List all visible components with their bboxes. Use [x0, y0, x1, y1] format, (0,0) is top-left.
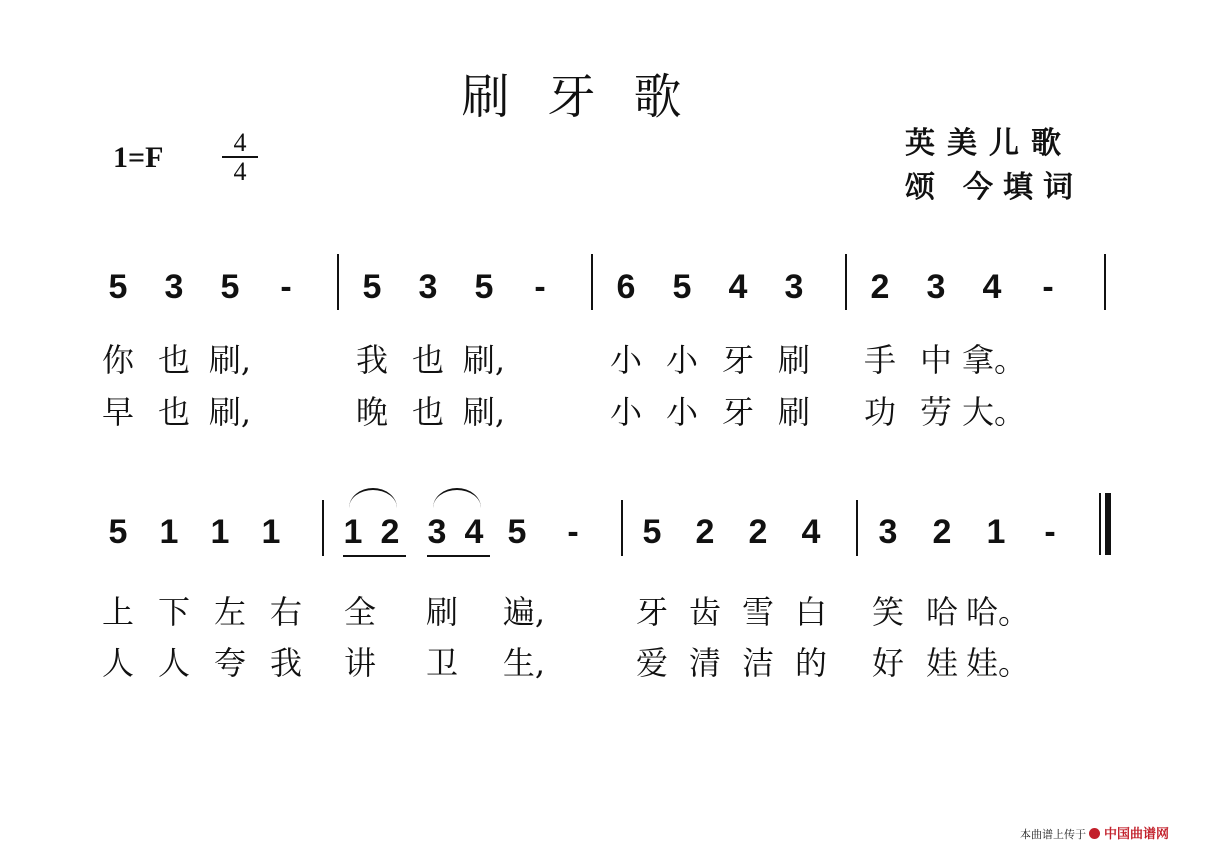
lyric: 刷,: [462, 393, 506, 431]
note: 2: [695, 513, 715, 551]
lyric: 我: [355, 341, 388, 379]
lyric: 也: [157, 393, 190, 431]
barline: [621, 500, 623, 556]
note: 5: [507, 513, 527, 551]
lyric: 中: [919, 341, 952, 379]
time-signature-bottom: 4: [233, 157, 247, 186]
note: 4: [982, 268, 1002, 306]
credit-composer: 英美儿歌: [905, 126, 1073, 161]
barline: [856, 500, 858, 556]
lyric: 左: [213, 593, 246, 631]
note: 5: [474, 268, 494, 306]
lyric: 卫: [425, 644, 458, 682]
note: 1: [343, 513, 363, 551]
lyric: 的: [794, 644, 827, 682]
lyric: 刷: [777, 341, 810, 379]
lyric: 右: [269, 593, 302, 631]
note: 5: [220, 268, 240, 306]
lyric: 牙: [721, 393, 754, 431]
note: 3: [784, 268, 804, 306]
beam-underline: [427, 555, 490, 557]
note: -: [1044, 513, 1056, 551]
note: 1: [986, 513, 1006, 551]
lyric: 洁: [741, 644, 774, 682]
lyric: 笑: [871, 593, 904, 631]
note: 4: [464, 513, 484, 551]
lyric: 早: [101, 393, 134, 431]
watermark: [1020, 823, 1169, 842]
note: 5: [672, 268, 692, 306]
note: 1: [210, 513, 230, 551]
time-signature-top: 4: [233, 128, 247, 157]
note: 4: [801, 513, 821, 551]
beam-underline: [343, 555, 406, 557]
barline: [1104, 254, 1106, 310]
time-signature: [222, 130, 258, 184]
lyric: 大。: [962, 393, 1027, 431]
note: -: [534, 268, 546, 306]
barline: [591, 254, 593, 310]
site-logo-icon: [1089, 828, 1100, 839]
credit-lyricist-name: 颂: [905, 170, 935, 205]
note: 2: [380, 513, 400, 551]
slur: [433, 488, 481, 508]
final-barline-thin: [1099, 493, 1101, 555]
slur: [349, 488, 397, 508]
note: 5: [108, 513, 128, 551]
lyric: 爱: [635, 644, 668, 682]
note: 4: [728, 268, 748, 306]
lyric: 清: [688, 644, 721, 682]
lyric: 也: [411, 393, 444, 431]
lyric: 小: [609, 341, 642, 379]
lyric: 刷,: [208, 393, 252, 431]
lyric: 牙: [635, 593, 668, 631]
note: 2: [870, 268, 890, 306]
note: -: [1042, 268, 1054, 306]
lyric: 也: [157, 341, 190, 379]
barline: [337, 254, 339, 310]
lyric: 劳: [919, 393, 952, 431]
lyric: 刷: [425, 593, 458, 631]
note: 3: [427, 513, 447, 551]
lyric: 全: [343, 593, 376, 631]
watermark-brand: 中国曲谱网: [1104, 827, 1170, 842]
lyric: 生,: [502, 644, 546, 682]
note: 3: [418, 268, 438, 306]
note: 5: [642, 513, 662, 551]
lyric: 刷: [777, 393, 810, 431]
note: 3: [878, 513, 898, 551]
credit-lyricist: [905, 162, 1083, 206]
lyric: 好: [871, 644, 904, 682]
lyric: 雪: [741, 593, 774, 631]
note: 1: [159, 513, 179, 551]
song-title: 刷牙歌: [461, 69, 720, 125]
lyric: 人: [157, 644, 190, 682]
lyric: 拿。: [962, 341, 1027, 379]
lyric: 白: [794, 593, 827, 631]
note: 1: [261, 513, 281, 551]
note: 3: [164, 268, 184, 306]
lyric: 刷,: [208, 341, 252, 379]
lyric: 刷,: [462, 341, 506, 379]
lyric: 牙: [721, 341, 754, 379]
lyric: 我: [269, 644, 302, 682]
lyric: 娃。: [966, 644, 1031, 682]
note: -: [280, 268, 292, 306]
barline: [322, 500, 324, 556]
watermark-text: 本曲谱上传于: [1020, 828, 1086, 841]
lyric: 下: [157, 593, 190, 631]
note: 2: [932, 513, 952, 551]
lyric: 哈。: [966, 593, 1031, 631]
lyric: 小: [609, 393, 642, 431]
lyric: 娃: [925, 644, 958, 682]
lyric: 手: [863, 341, 896, 379]
lyric: 齿: [688, 593, 721, 631]
final-barline-thick: [1105, 493, 1111, 555]
key-signature: 1=F: [113, 141, 164, 174]
lyric: 小: [665, 393, 698, 431]
note: 5: [108, 268, 128, 306]
barline: [845, 254, 847, 310]
lyric: 遍,: [502, 593, 546, 631]
lyric: 晚: [355, 393, 388, 431]
note: 2: [748, 513, 768, 551]
note: -: [567, 513, 579, 551]
note: 6: [616, 268, 636, 306]
lyric: 讲: [343, 644, 376, 682]
note: 5: [362, 268, 382, 306]
lyric: 功: [863, 393, 896, 431]
lyric: 夸: [213, 644, 246, 682]
lyric: 哈: [925, 593, 958, 631]
note: 3: [926, 268, 946, 306]
lyric: 也: [411, 341, 444, 379]
lyric: 人: [101, 644, 134, 682]
credit-lyricist-role: 今填词: [963, 170, 1083, 205]
lyric: 上: [101, 593, 134, 631]
lyric: 小: [665, 341, 698, 379]
lyric: 你: [101, 341, 134, 379]
